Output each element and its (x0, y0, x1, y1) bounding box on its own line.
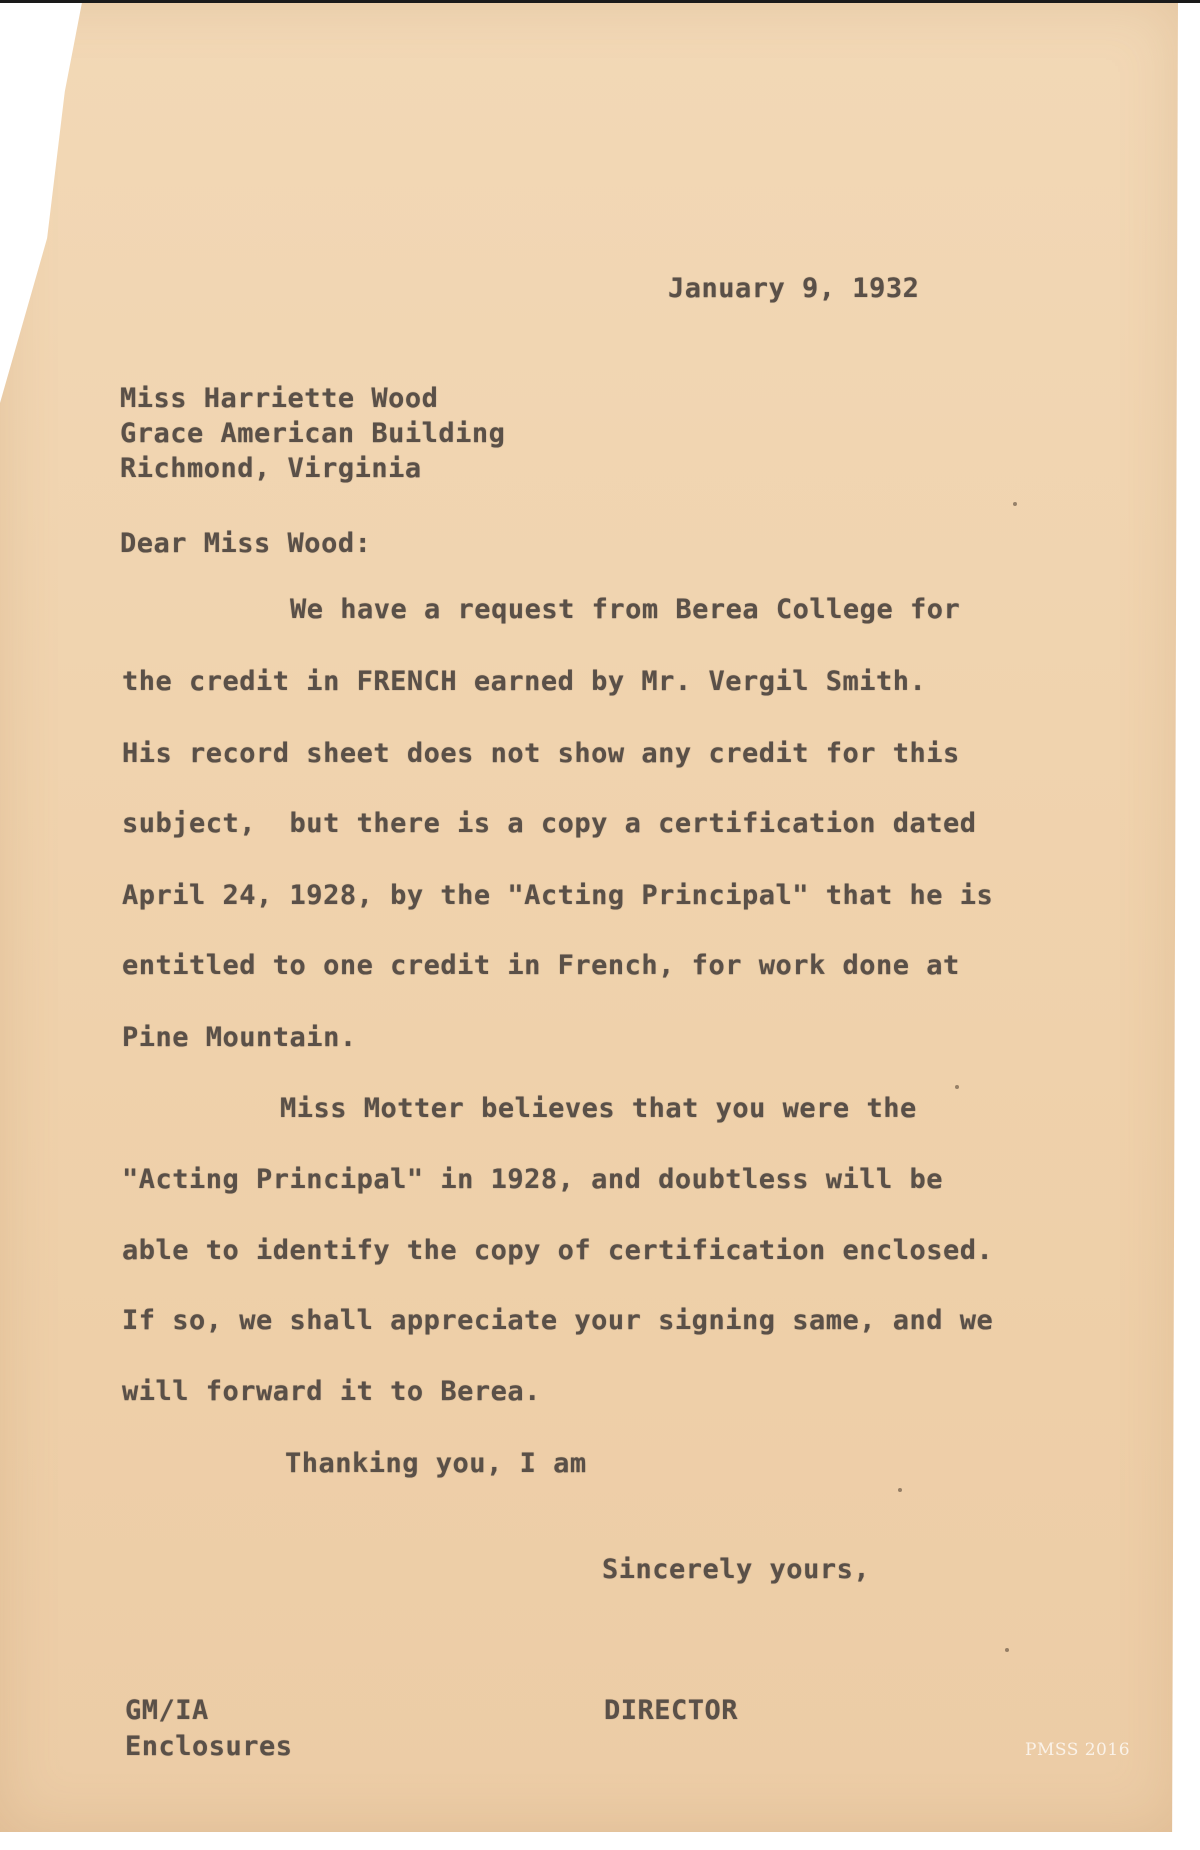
enclosures-note: Enclosures (125, 1731, 293, 1762)
body-line: the credit in FRENCH earned by Mr. Vergil Smith. (122, 666, 927, 697)
body-line: His record sheet does not show any credit for this (122, 738, 960, 769)
archive-watermark: PMSS 2016 (1025, 1740, 1131, 1760)
body-line: will forward it to Berea. (122, 1376, 541, 1407)
paper-speck (955, 1085, 959, 1089)
body-line: subject, but there is a copy a certification dated (122, 808, 977, 839)
scan-top-edge (0, 0, 1200, 3)
letter-date: January 9, 1932 (668, 273, 920, 304)
body-line: If so, we shall appreciate your signing same, and we (122, 1305, 994, 1336)
recipient-building: Grace American Building (120, 418, 506, 449)
paper-speck (898, 1488, 902, 1492)
body-line: April 24, 1928, by the "Acting Principal" that he is (122, 880, 994, 911)
body-line: able to identify the copy of certification enclosed. (122, 1235, 994, 1266)
scan-margin (1178, 0, 1200, 1850)
reference-initials: GM/IA (125, 1695, 209, 1726)
body-line: Miss Motter believes that you were the (280, 1093, 917, 1124)
recipient-city: Richmond, Virginia (120, 453, 422, 484)
recipient-name: Miss Harriette Wood (120, 383, 439, 414)
body-line: entitled to one credit in French, for work done at (122, 950, 960, 981)
signer-title: DIRECTOR (604, 1695, 739, 1726)
body-line: We have a request from Berea College for (290, 594, 961, 625)
closing: Sincerely yours, (602, 1554, 871, 1585)
paper-speck (1013, 502, 1017, 506)
salutation: Dear Miss Wood: (120, 528, 372, 559)
body-line: "Acting Principal" in 1928, and doubtless will be (122, 1164, 944, 1195)
paper-speck (1005, 1648, 1009, 1652)
body-line: Pine Mountain. (122, 1022, 357, 1053)
thanks-line: Thanking you, I am (285, 1448, 587, 1479)
